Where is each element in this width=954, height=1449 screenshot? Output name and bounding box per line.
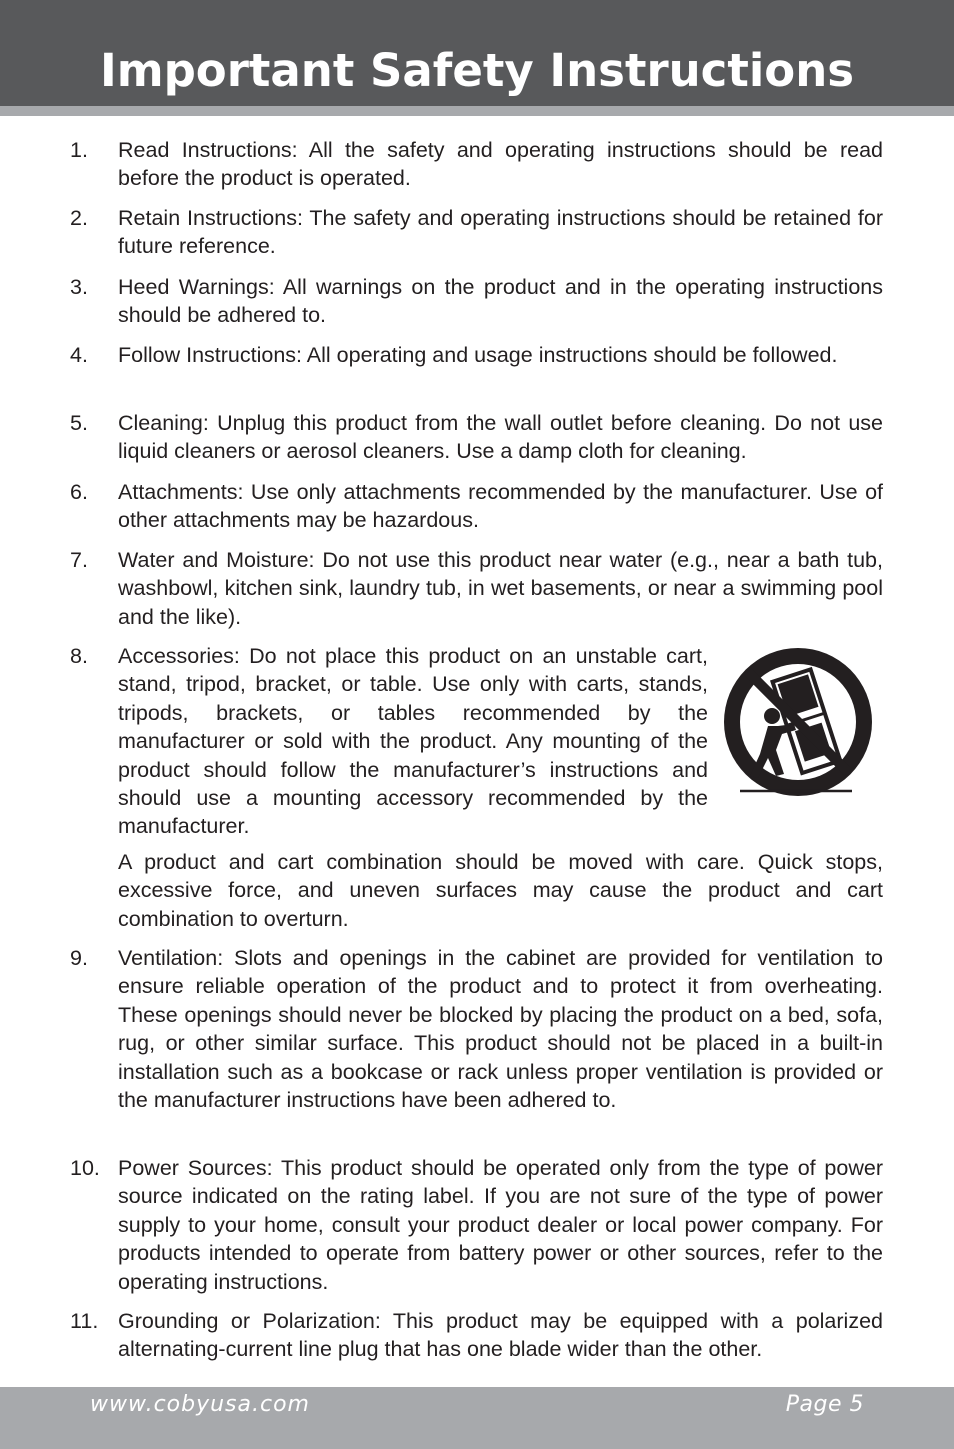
item-number: 7. (70, 548, 88, 572)
item-text: Follow Instructions: All operating and usage instructions should be followed. (118, 343, 838, 367)
item-text: Ventilation: Slots and openings in the cabinet are provided for ventilation to ensure reliable operation of the product and to protect it from overheating. These openings should never be blocked by placing the product on a bed, sofa, rug, or other similar surface. This product should not be placed in a built-in installation such as a bookcase or rack unless proper ventilation is provided or the manufacturer instructions have been adhered to. (118, 946, 883, 1113)
item-text-continuation: A product and cart combination should be moved with care. Quick stops, excessive force, and uneven surfaces may cause the product and cart combination to overturn. (118, 850, 883, 931)
item-number: 6. (70, 480, 88, 504)
item-number: 3. (70, 275, 88, 299)
item-text: Attachments: Use only attachments recommended by the manufacturer. Use of other attachments may be hazardous. (118, 480, 883, 533)
item-number: 4. (70, 343, 88, 367)
item-number: 10. (70, 1156, 100, 1180)
item-text: Cleaning: Unplug this product from the wall outlet before cleaning. Do not use liquid cleaners or aerosol cleaners. Use a damp cloth for cleaning. (118, 411, 883, 464)
item-text: Read Instructions: All the safety and operating instructions should be read before the product is operated. (118, 138, 883, 191)
cart-tipover-warning-icon (720, 644, 876, 800)
item-text: Accessories: Do not place this product on an unstable cart, stand, tripod, bracket, or table. Use only with carts, stands, tripods, brackets, or tables recommended by the manufacturer or sold with the product. Any mounting of the product should follow the manufacturer’s instructions and should use a mounting accessory recommended by the manufacturer. (118, 644, 708, 839)
item-number: 1. (70, 138, 88, 162)
item-number: 2. (70, 206, 88, 230)
footer-website: www.cobyusa.com (90, 1392, 310, 1417)
page-number: Page 5 (785, 1392, 864, 1417)
item-number: 8. (70, 644, 88, 668)
item-text: Retain Instructions: The safety and operating instructions should be retained for future reference. (118, 206, 883, 259)
header-underline-band (0, 106, 954, 116)
item-text: Water and Moisture: Do not use this product near water (e.g., near a bath tub, washbowl, kitchen sink, laundry tub, in wet basements, or near a swimming pool and the like). (118, 548, 883, 629)
item-text: Power Sources: This product should be operated only from the type of power source indicated on the rating label. If you are not sure of the type of power supply to your home, consult your product dealer or local power company. For products intended to operate from battery power or other sources, refer to the operating instructions. (118, 1156, 883, 1294)
item-number: 11. (70, 1309, 99, 1333)
item-number: 5. (70, 411, 88, 435)
item-number: 9. (70, 946, 88, 970)
item-text: Heed Warnings: All warnings on the product and in the operating instructions should be adhered to. (118, 275, 883, 328)
page-title: Important Safety Instructions (99, 44, 855, 97)
item-text: Grounding or Polarization: This product may be equipped with a polarized alternating-current line plug that has one blade wider than the other. (118, 1309, 883, 1362)
